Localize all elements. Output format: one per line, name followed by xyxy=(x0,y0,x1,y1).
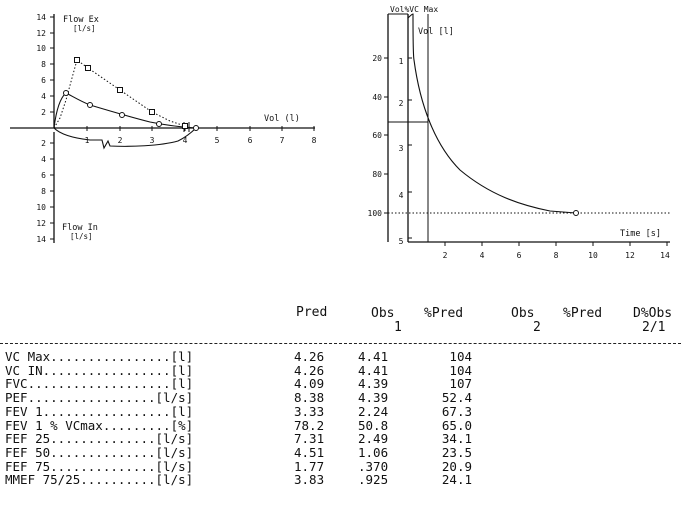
vt-right-tick-4: 4 xyxy=(398,191,404,200)
table-row xyxy=(0,404,681,417)
table-row xyxy=(0,349,681,362)
table-row xyxy=(0,431,681,447)
fv-observed-expiratory xyxy=(54,93,196,128)
pred-value: 4.51 xyxy=(294,444,325,460)
table-row xyxy=(0,418,681,431)
col-header-dobs-sub: 2/1 xyxy=(642,320,666,335)
obs-value: .925 xyxy=(358,472,389,488)
pct-pred-value: 107 xyxy=(449,376,472,392)
fv-ytick-in-4: 4 xyxy=(41,155,46,164)
col-header-obs1-sub: 1 xyxy=(394,320,402,335)
flow-volume-chart xyxy=(0,0,330,260)
header-divider xyxy=(0,343,681,344)
col-header-pct2: %Pred xyxy=(563,306,603,321)
pct-pred-value: 65.0 xyxy=(441,417,472,433)
fv-ytick-4: 4 xyxy=(41,92,46,101)
pct-pred-value: 34.1 xyxy=(441,431,472,447)
col-header-pred: Pred xyxy=(296,305,328,320)
vt-title: Vol%VC Max xyxy=(390,5,439,14)
obs-value: 1.06 xyxy=(358,444,389,460)
pred-value: 1.77 xyxy=(294,458,325,474)
vt-right-tick-3: 3 xyxy=(398,144,404,153)
vt-left-tick-80: 80 xyxy=(372,170,382,179)
pred-value: 8.38 xyxy=(294,390,325,406)
row-label: FEV 1 % VCmax.........[%] xyxy=(5,417,194,433)
results-table xyxy=(0,300,681,507)
vt-left-tick-100: 100 xyxy=(367,209,382,218)
row-label: VC IN.................[l] xyxy=(5,362,194,378)
row-label: MMEF 75/25..........[l/s] xyxy=(5,472,194,488)
obs-value: 50.8 xyxy=(358,417,389,433)
fv-ytick-10: 10 xyxy=(36,44,46,53)
pct-pred-value: 24.1 xyxy=(441,472,472,488)
vt-right-tick-5: 5 xyxy=(398,237,404,246)
table-row xyxy=(0,363,681,376)
row-label: PEF.................[l/s] xyxy=(5,390,194,406)
row-label: FEF 75..............[l/s] xyxy=(5,458,194,474)
fv-xtick-3: 3 xyxy=(149,136,155,145)
col-header-obs2-sub: 2 xyxy=(533,320,541,335)
pred-value: 78.2 xyxy=(294,417,325,433)
fv-unit-ex: [l/s] xyxy=(73,24,96,33)
fv-xtick-2: 2 xyxy=(117,136,123,145)
fv-xtick-5: 5 xyxy=(214,136,220,145)
row-label: FEV 1.................[l] xyxy=(5,403,194,419)
fv-ytick-in-8: 8 xyxy=(41,187,46,196)
row-label: FVC...................[l] xyxy=(5,376,194,392)
fv-ytick-12: 12 xyxy=(36,29,46,38)
fv-xtick-1: 1 xyxy=(84,136,90,145)
fv-predicted-markers xyxy=(75,58,188,129)
pred-value: 4.26 xyxy=(294,362,325,378)
table-row xyxy=(0,376,681,392)
vt-xtick-8: 8 xyxy=(553,251,559,260)
obs-value: 2.24 xyxy=(358,403,389,419)
obs-value: 4.39 xyxy=(358,376,389,392)
table-row xyxy=(0,445,681,458)
vt-xtick-6: 6 xyxy=(516,251,522,260)
table-row xyxy=(0,459,681,472)
fv-ytick-14: 14 xyxy=(36,13,46,22)
vt-left-tick-40: 40 xyxy=(372,93,382,102)
vt-xtick-14: 14 xyxy=(660,251,670,260)
vt-left-tick-20: 20 xyxy=(372,54,382,63)
table-row xyxy=(0,390,681,406)
pred-value: 3.83 xyxy=(294,472,325,488)
vt-subtitle: Vol [l] xyxy=(418,27,454,37)
pct-pred-value: 23.5 xyxy=(441,444,472,460)
pct-pred-value: 104 xyxy=(449,362,472,378)
fv-observed-inspiratory xyxy=(54,128,196,148)
obs-value: 4.39 xyxy=(358,390,389,406)
pct-pred-value: 104 xyxy=(449,349,472,364)
obs-value: 4.41 xyxy=(358,349,389,364)
fv-xtick-6: 6 xyxy=(247,136,253,145)
pct-pred-value: 52.4 xyxy=(441,390,472,406)
fv-ytick-in-6: 6 xyxy=(41,171,46,180)
vt-xtick-12: 12 xyxy=(625,251,635,260)
pct-pred-value: 67.3 xyxy=(441,403,472,419)
fv-ytick-6: 6 xyxy=(41,76,46,85)
fv-ytick-in-10: 10 xyxy=(36,203,46,212)
pred-value: 4.26 xyxy=(294,349,325,364)
volume-time-chart xyxy=(340,0,681,262)
pred-value: 7.31 xyxy=(294,431,325,447)
fv-ytick-in-12: 12 xyxy=(36,219,46,228)
vt-end-marker xyxy=(574,211,579,216)
fv-ytick-8: 8 xyxy=(41,60,46,69)
col-header-dobs: D%Obs xyxy=(633,306,673,321)
col-header-pct1: %Pred xyxy=(424,306,464,321)
fv-title-ex: Flow Ex xyxy=(63,15,99,25)
obs-value: .370 xyxy=(358,458,389,474)
row-label: FEF 25..............[l/s] xyxy=(5,431,194,447)
pred-value: 4.09 xyxy=(294,376,325,392)
pred-value: 3.33 xyxy=(294,403,325,419)
vt-x-label: Time [s] xyxy=(620,229,661,239)
fv-ytick-2: 2 xyxy=(41,108,46,117)
fv-xtick-7: 7 xyxy=(279,136,285,145)
vt-xtick-4: 4 xyxy=(479,251,485,260)
vt-left-tick-60: 60 xyxy=(372,131,382,140)
fv-ytick-in-2: 2 xyxy=(41,139,46,148)
vt-right-tick-1: 1 xyxy=(398,57,404,66)
vt-xtick-10: 10 xyxy=(588,251,598,260)
fv-observed-markers xyxy=(64,91,199,131)
row-label: VC Max................[l] xyxy=(5,349,194,364)
fv-xtick-4: 4 xyxy=(182,136,188,145)
row-label: FEF 50..............[l/s] xyxy=(5,444,194,460)
obs-value: 2.49 xyxy=(358,431,389,447)
fv-ytick-in-14: 14 xyxy=(36,235,46,244)
table-row xyxy=(0,472,681,488)
col-header-obs1: Obs xyxy=(371,306,395,321)
fv-title-in: Flow In xyxy=(62,223,98,233)
obs-value: 4.41 xyxy=(358,362,389,378)
fv-xtick-8: 8 xyxy=(311,136,317,145)
vt-right-tick-2: 2 xyxy=(398,99,404,108)
pct-pred-value: 20.9 xyxy=(441,458,472,474)
vt-curve xyxy=(408,14,576,213)
vt-xtick-2: 2 xyxy=(442,251,448,260)
fv-x-label: Vol (l) xyxy=(264,114,300,124)
col-header-obs2: Obs xyxy=(511,306,535,321)
fv-unit-in: [l/s] xyxy=(70,232,93,241)
